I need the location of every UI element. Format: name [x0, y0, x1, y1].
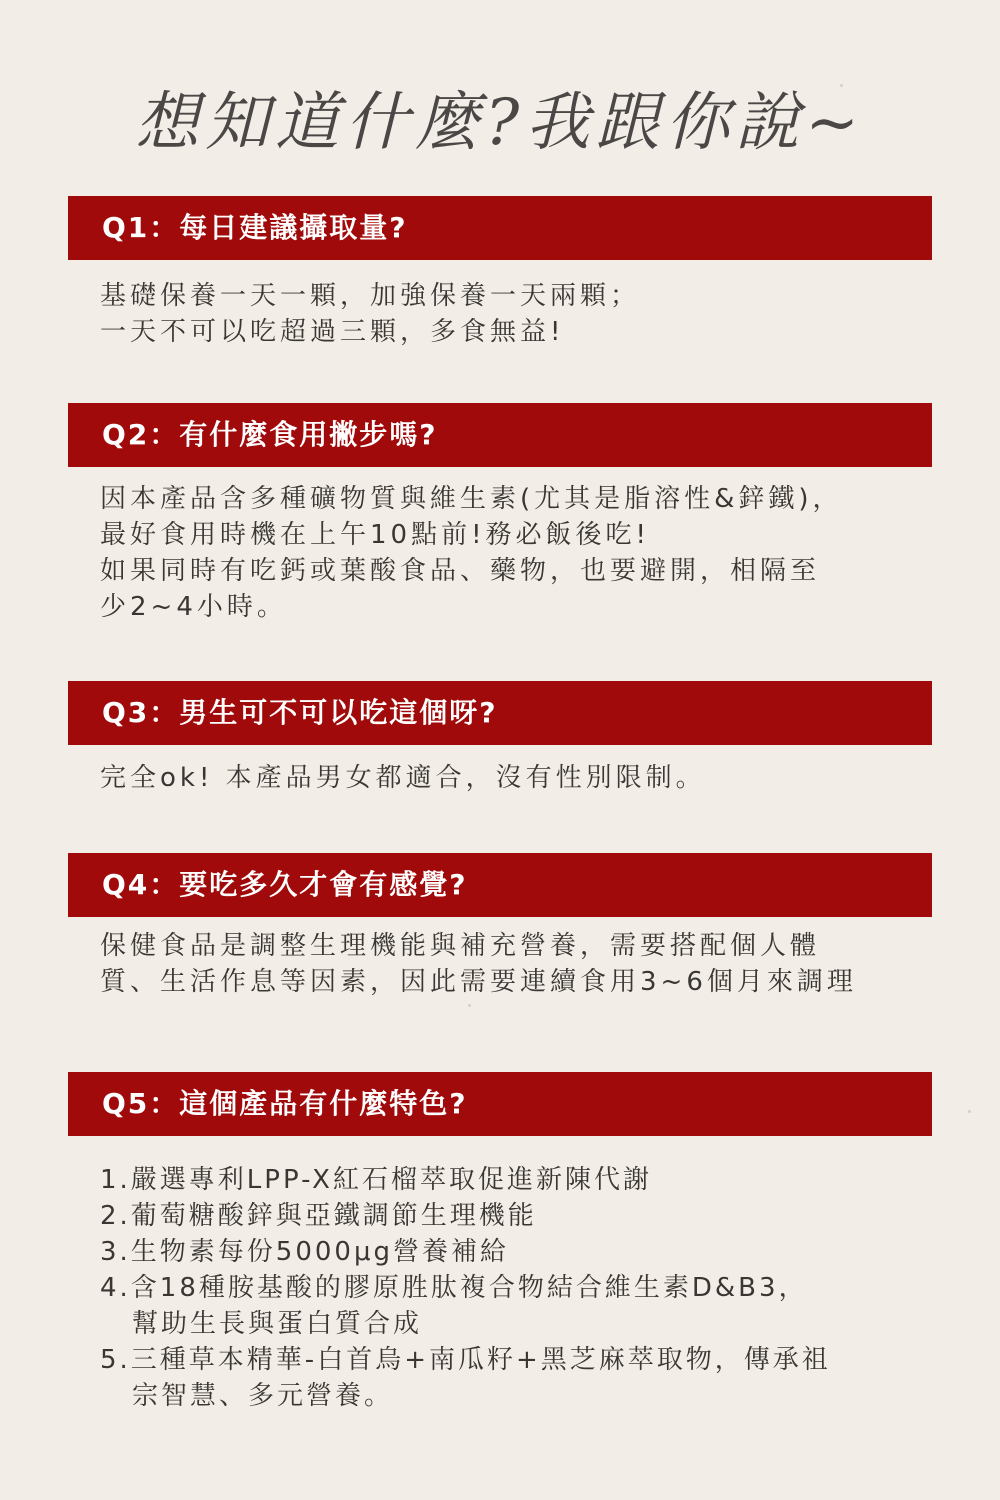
answer-line: 如果同時有吃鈣或葉酸食品、藥物，也要避開，相隔至	[100, 556, 821, 586]
list-item-continuation: 幫助生長與蛋白質合成	[132, 1309, 423, 1339]
paper-texture-speck	[468, 1004, 471, 1007]
answer-line: 因本產品含多種礦物質與維生素(尤其是脂溶性&鋅鐵)，	[100, 484, 843, 514]
answer-q3	[100, 760, 920, 796]
question-band-q2	[68, 403, 932, 467]
question-q4: Q4：要吃多久才會有感覺?	[102, 868, 468, 901]
list-item: 1.嚴選專利LPP-X紅石榴萃取促進新陳代謝	[100, 1165, 652, 1195]
question-band-q4	[68, 853, 932, 917]
list-item: 5.三種草本精華-白首烏+南瓜籽+黑芝麻萃取物，傳承祖	[100, 1345, 831, 1375]
question-band-q1	[68, 196, 932, 260]
paper-texture-speck	[968, 1110, 971, 1113]
answer-line: 基礎保養一天一顆，加強保養一天兩顆；	[100, 281, 641, 311]
answer-q4	[100, 928, 920, 1000]
question-q1: Q1：每日建議攝取量?	[102, 211, 408, 244]
question-q3: Q3：男生可不可以吃這個呀?	[102, 696, 498, 729]
list-item: 4.含18種胺基酸的膠原胜肽複合物結合維生素D&B3，	[100, 1273, 808, 1303]
feature-list	[100, 1162, 930, 1414]
list-item: 3.生物素每份5000μg營養補給	[100, 1237, 510, 1267]
answer-line: 最好食用時機在上午10點前!務必飯後吃!	[100, 520, 650, 550]
answer-q2	[100, 481, 920, 625]
answer-line: 保健食品是調整生理機能與補充營養，需要搭配個人體	[100, 931, 821, 961]
list-item-continuation: 宗智慧、多元營養。	[132, 1381, 394, 1411]
answer-line: 一天不可以吃超過三顆，多食無益!	[100, 317, 565, 347]
question-q2: Q2：有什麼食用撇步嗎?	[102, 418, 438, 451]
page-title: 想知道什麼?我跟你說~	[135, 86, 865, 160]
answer-line: 完全ok! 本產品男女都適合，沒有性別限制。	[100, 763, 706, 793]
question-band-q5	[68, 1072, 932, 1136]
question-band-q3	[68, 681, 932, 745]
answer-q1	[100, 278, 920, 350]
answer-line: 質、生活作息等因素，因此需要連續食用3~6個月來調理	[100, 967, 857, 997]
answer-line: 少2~4小時。	[100, 592, 287, 622]
list-item: 2.葡萄糖酸鋅與亞鐵調節生理機能	[100, 1201, 537, 1231]
question-q5: Q5：這個產品有什麼特色?	[102, 1087, 468, 1120]
